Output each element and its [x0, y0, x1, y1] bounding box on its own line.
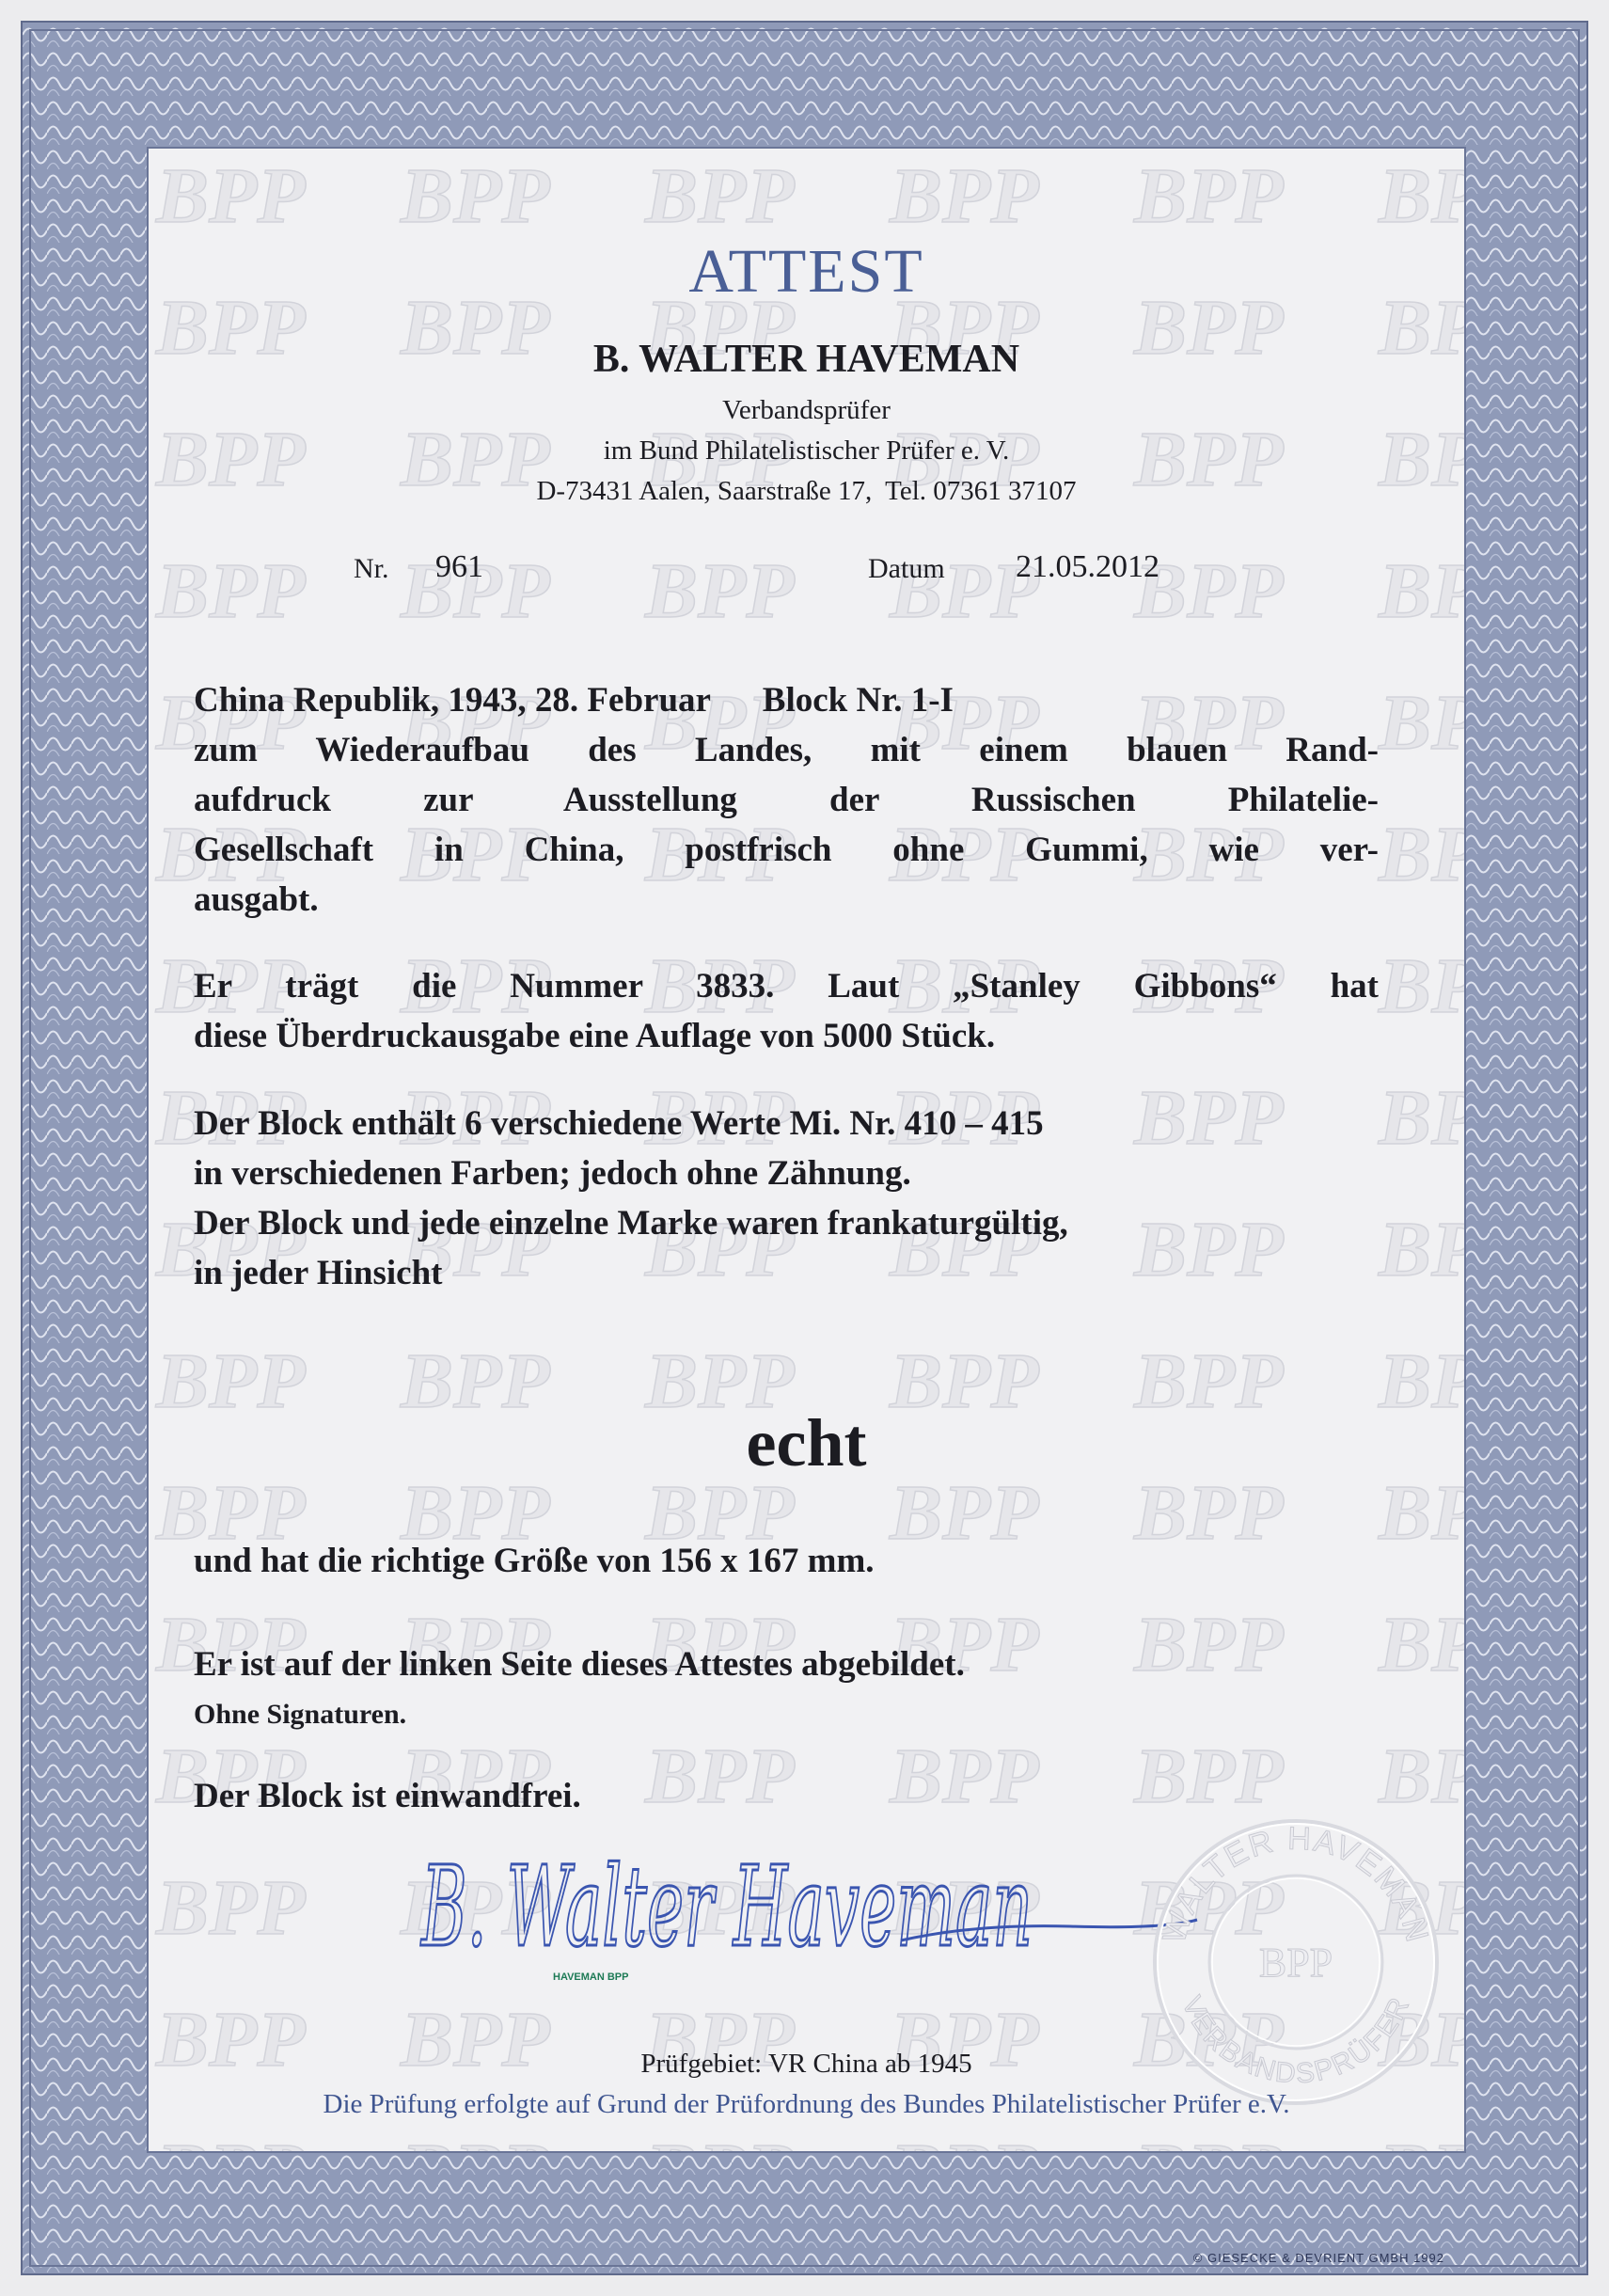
certificate-number: 961 — [435, 549, 483, 584]
association-name: im Bund Philatelistischer Prüfer e. V. — [603, 435, 1010, 466]
certificate-date: 21.05.2012 — [1016, 549, 1159, 584]
certificate-border-frame — [21, 21, 1588, 2275]
seal-center-text: BPP — [1258, 1940, 1333, 1986]
legal-notice: Die Prüfung erfolgte auf Grund der Prüfordnung des Bundes Philatelistischer Prüfer e.V. — [323, 2089, 1290, 2119]
signatures-line: Ohne Signaturen. — [194, 1699, 407, 1730]
examiner-role: Verbandsprüfer — [722, 395, 891, 425]
image-line: Er ist auf der linken Seite dieses Attestes abgebildet. — [194, 1645, 965, 1684]
certificate-paper — [147, 147, 1466, 2153]
verdict-genuine: echt — [746, 1405, 867, 1481]
date-label: Datum — [868, 553, 945, 584]
seal-top-text: WALTER HAVEMAN — [1156, 1820, 1436, 1948]
examiner-stamp-mark: HAVEMAN BPP — [553, 1971, 629, 1983]
certificate-content — [149, 149, 1464, 2151]
body-line: Der Block enthält 6 verschiedene Werte Mi. Nr. 410 – 415 — [194, 1104, 1044, 1143]
condition-line: Der Block ist einwandfrei. — [194, 1777, 581, 1815]
examiner-name: B. WALTER HAVEMAN — [592, 338, 1020, 381]
body-line: China Republik, 1943, 28. Februar Block Nr. 1-I — [194, 681, 954, 720]
body-line: in verschiedenen Farben; jedoch ohne Zähnung. — [194, 1154, 911, 1193]
printer-credit: © GIESECKE & DEVRIENT GMBH 1992 — [1192, 2251, 1444, 2265]
body-line: zum Wiederaufbau des Landes, mit einem blauen Rand- — [194, 731, 1379, 769]
number-label: Nr. — [354, 553, 389, 584]
body-line: ausgabt. — [194, 880, 319, 919]
body-line: in jeder Hinsicht — [194, 1254, 443, 1292]
body-line: diese Überdruckausgabe eine Auflage von 5000 Stück. — [194, 1017, 996, 1055]
examination-scope: Prüfgebiet: VR China ab 1945 — [640, 2049, 972, 2079]
certificate-title: ATTEST — [688, 237, 924, 306]
signature-text: B. Walter Haveman — [419, 1842, 1033, 1971]
svg-text:WALTER HAVEMAN — [1156, 1821, 1435, 1948]
examiner-address: D-73431 Aalen, Saarstraße 17, Tel. 07361 37107 — [536, 476, 1077, 506]
body-line: Er trägt die Nummer 3833. Laut „Stanley Gibbons“ hat — [194, 967, 1379, 1005]
body-line: Gesellschaft in China, postfrisch ohne Gummi, wie ver- — [194, 831, 1379, 869]
body-line: Der Block und jede einzelne Marke waren frankaturgültig, — [194, 1204, 1068, 1243]
seal-bottom-text: VERBANDSPRÜFER — [1175, 1991, 1416, 2090]
body-line: aufdruck zur Ausstellung der Russischen Philatelie- — [194, 781, 1379, 819]
size-line: und hat die richtige Größe von 156 x 167 mm. — [194, 1542, 875, 1580]
handwritten-signature — [412, 1837, 1202, 1997]
